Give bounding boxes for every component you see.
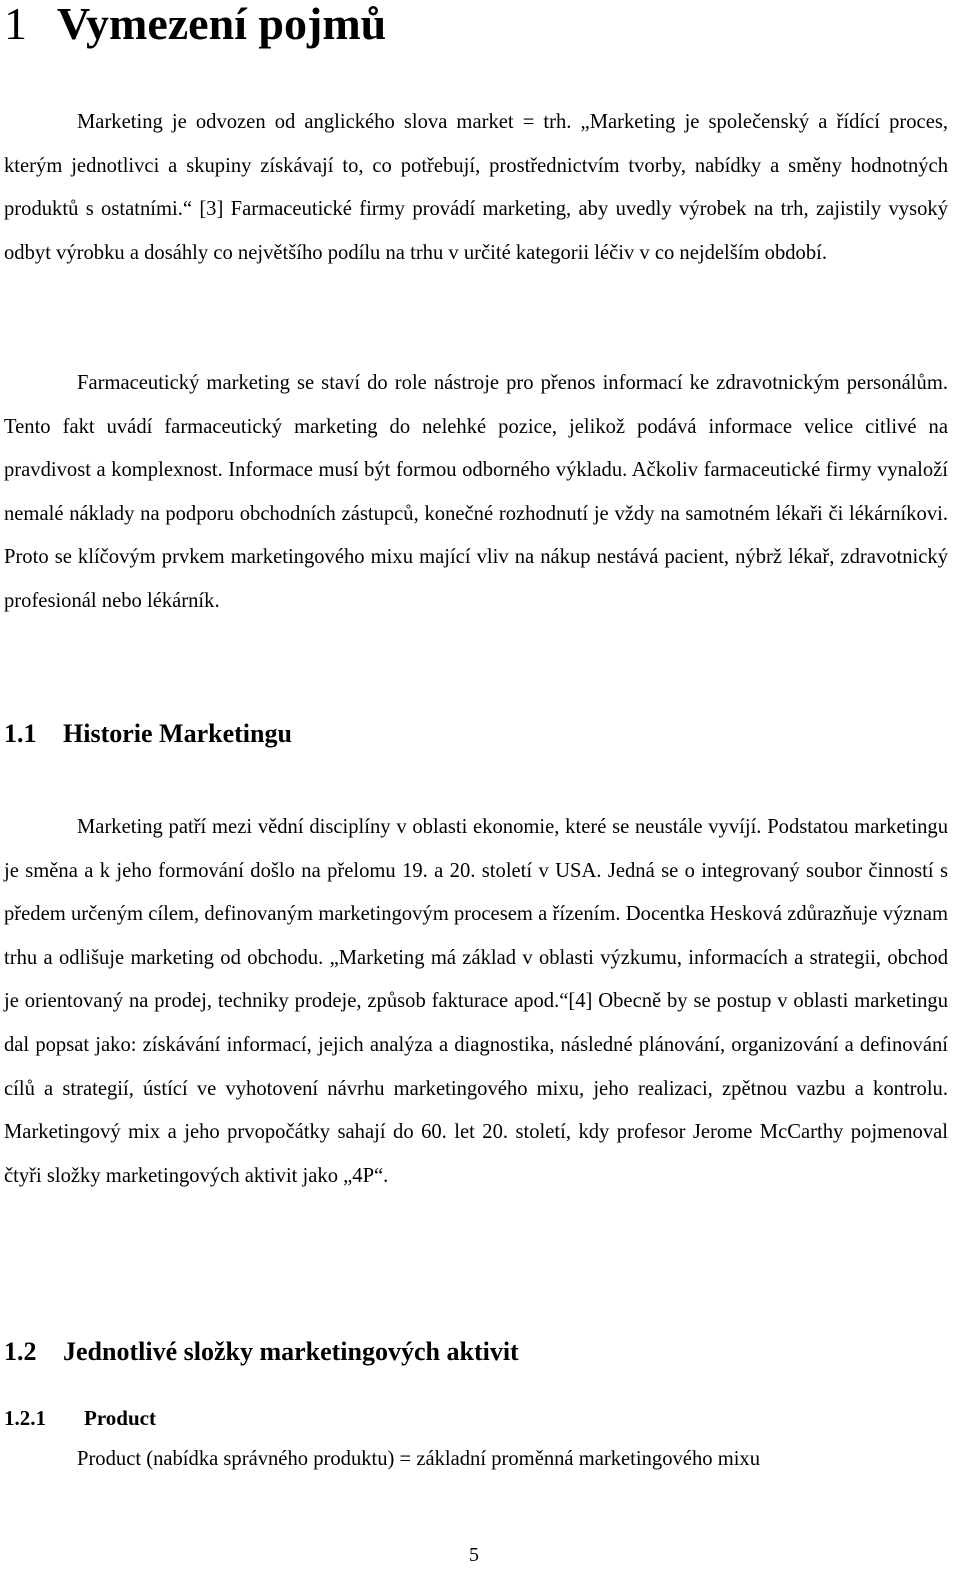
section-title: Jednotlivé složky marketingových aktivit xyxy=(63,1337,519,1366)
subsection-heading-product xyxy=(4,1404,156,1432)
section-heading-history xyxy=(4,717,292,751)
product-definition-text: Product (nabídka správného produktu) = základní proměnná marketingového mixu xyxy=(77,1448,761,1470)
subsection-number: 1.2.1 xyxy=(4,1406,46,1430)
paragraph-pharma-marketing: Farmaceutický marketing se staví do role nástroje pro přenos informací ke zdravotnickým personálům. Tento fakt uvádí farmaceutický marketing do nelehké pozice, jelikož podává informace velice citlivé na pravdivost a komplexnost. Informace musí být formou odborného výkladu. Ačkoliv farmaceutické firmy vynaloží nemalé náklady na podporu obchodních zástupců, konečné rozhodnutí je vždy na samotném lékaři či lékárníkovi. Proto se klíčovým prvkem marketingového mixu mající vliv na nákup nestává pacient, nýbrž lékař, zdravotnický profesionál nebo lékárník. xyxy=(4,372,948,612)
section-number: 1.1 xyxy=(4,719,37,748)
chapter-number: 1 xyxy=(4,0,27,49)
section-number: 1.2 xyxy=(4,1337,37,1366)
chapter-title: Vymezení pojmů xyxy=(57,0,387,49)
page-number: 5 xyxy=(469,1544,479,1566)
paragraph-history: Marketing patří mezi vědní disciplíny v oblasti ekonomie, které se neustále vyvíjí. Podstatou marketingu je směna a k jeho formování došlo na přelomu 19. a 20. století v USA. Jedná se o integrovaný soubor činností s předem určeným cílem, definovaným marketingovým procesem a řízením. Docentka Hesková zdůrazňuje význam trhu a odlišuje marketing od obchodu. „Marketing má základ v oblasti výzkumu, informacích a strategii, obchod je orientovaný na prodej, techniky prodeje, způsob fakturace apod.“[4] Obecně by se postup v oblasti marketingu dal popsat jako: získávání informací, jejich analýza a diagnostika, následné plánování, organizování a definování cílů a strategií, ústící ve vyhotovení návrhu marketingového mixu, jeho realizaci, zpětnou vazbu a kontrolu. Marketingový mix a jeho prvopočátky sahají do 60. let 20. století, kdy profesor Jerome McCarthy pojmenoval čtyři složky marketingových aktivit jako „4P“. xyxy=(4,816,948,1187)
section-title: Historie Marketingu xyxy=(63,719,292,748)
chapter-heading xyxy=(4,0,386,54)
section-heading-components xyxy=(4,1335,519,1369)
subsection-title: Product xyxy=(84,1406,156,1430)
paragraph-marketing-definition: Marketing je odvozen od anglického slova market = trh. „Marketing je společenský a řídící proces, kterým jednotlivci a skupiny získávají to, co potřebují, prostřednictvím tvorby, nabídky a směny hodnotných produktů s ostatními.“ [3] Farmaceutické firmy provádí marketing, aby uvedly výrobek na trh, zajistily vysoký odbyt výrobku a dosáhly co největšího podílu na trhu v určité kategorii léčiv v co nejdelším období. xyxy=(4,111,948,264)
